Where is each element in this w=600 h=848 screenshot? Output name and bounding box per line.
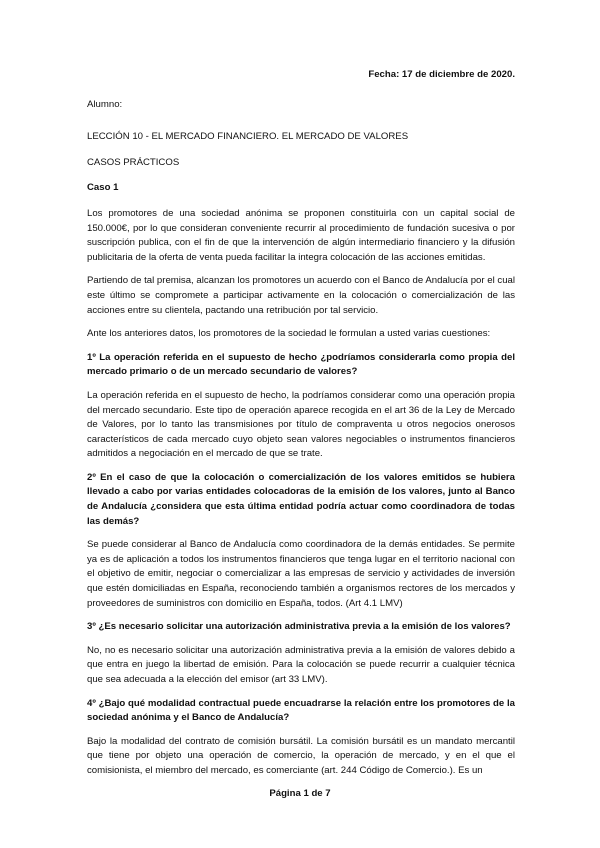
page-content	[87, 68, 515, 779]
answer-1: La operación referida en el supuesto de hecho, la podríamos considerar como una operación propia del mercado secundario. Este tipo de operación aparece recogida en el art 36 de la Ley de Mercado de Valores, por lo tanto las transmisiones por título de compraventa u otros negocios onerosos característicos de cada mercado cuyo objeto sean valores negociables o instrumentos financieros admitidos a negociación en el mercado de que se trate.	[87, 389, 515, 460]
student-label: Alumno:	[87, 98, 123, 110]
question-3: 3º ¿Es necesario solicitar una autorización administrativa previa a la emisión de los valores?	[87, 621, 511, 633]
question-2: 2º En el caso de que la colocación o comercialización de los valores emitidos se hubiera llevado a cabo por varias entidades colocadoras de la emisión de los valores, junto al Banco de Andalucía ¿considera que esta última entidad podría actuar como coordinadora de todas las demás?	[87, 471, 515, 527]
intro-paragraph-1: Los promotores de una sociedad anónima se proponen constituirla con un capital social de 150.000€, por lo que consideran conveniente recurrir al procedimiento de fundación sucesiva o por suscripción publica, con el fin de que la intervención de algún intermediario financiero y la difusión publicitaria de la oferta de venta pueda facilitar la integra colocación de las acciones emitidas.	[87, 207, 515, 263]
intro-paragraph-3: Ante los anteriores datos, los promotores de la sociedad le formulan a usted varias cuestiones:	[87, 328, 491, 340]
answer-2: Se puede considerar al Banco de Andalucía como coordinadora de la demás entidades. Se permite ya es de aplicación a todos los instrumentos financieros que tenga lugar en el territorio nacional con el objetivo de emitir, negociar o comercializar a las empresas de servicio y actividades de inversión que estén domiciliadas en España, reconociendo también a organismos rectores de los mercados y proveedores de suministros con domicilio en España, todos. (Art 4.1 LMV)	[87, 539, 515, 609]
question-1: 1º La operación referida en el supuesto de hecho ¿podríamos considerarla como propia del mercado primario o de un mercado secundario de valores?	[87, 351, 515, 378]
document-date: Fecha: 17 de diciembre de 2020.	[368, 69, 515, 80]
question-4: 4º ¿Bajo qué modalidad contractual puede encuadrarse la relación entre los promotores de la sociedad anónima y el Banco de Andalucía?	[87, 697, 515, 724]
lesson-title: LECCIÓN 10 - EL MERCADO FINANCIERO. EL MERCADO DE VALORES	[87, 131, 409, 143]
answer-3: No, no es necesario solicitar una autorización administrativa previa a la emisión de valores debido a que entra en juego la libertad de emisión. Para la colocación se puede recurrir a cualquier técnica que sea adecuada a la elección del emisor (art 33 LMV).	[87, 644, 515, 685]
intro-paragraph-2: Partiendo de tal premisa, alcanzan los promotores un acuerdo con el Banco de Andalucía por el cual este último se compromete a participar activamente en la colocación o comercialización de las acciones entre su clientela, pactando una retribución por tal servicio.	[87, 275, 515, 316]
answer-4: Bajo la modalidad del contrato de comisión bursátil. La comisión bursátil es un mandato mercantil que tiene por objeto una operación de comercio, la operación de mercado, y en el que el comisionista, el miembro del mercado, es comerciante (art. 244 Código de Comercio.). Es un	[87, 735, 515, 776]
page-number: Página 1 de 7	[269, 788, 331, 799]
section-subtitle: CASOS PRÁCTICOS	[87, 156, 180, 168]
case-title: Caso 1	[87, 182, 119, 194]
